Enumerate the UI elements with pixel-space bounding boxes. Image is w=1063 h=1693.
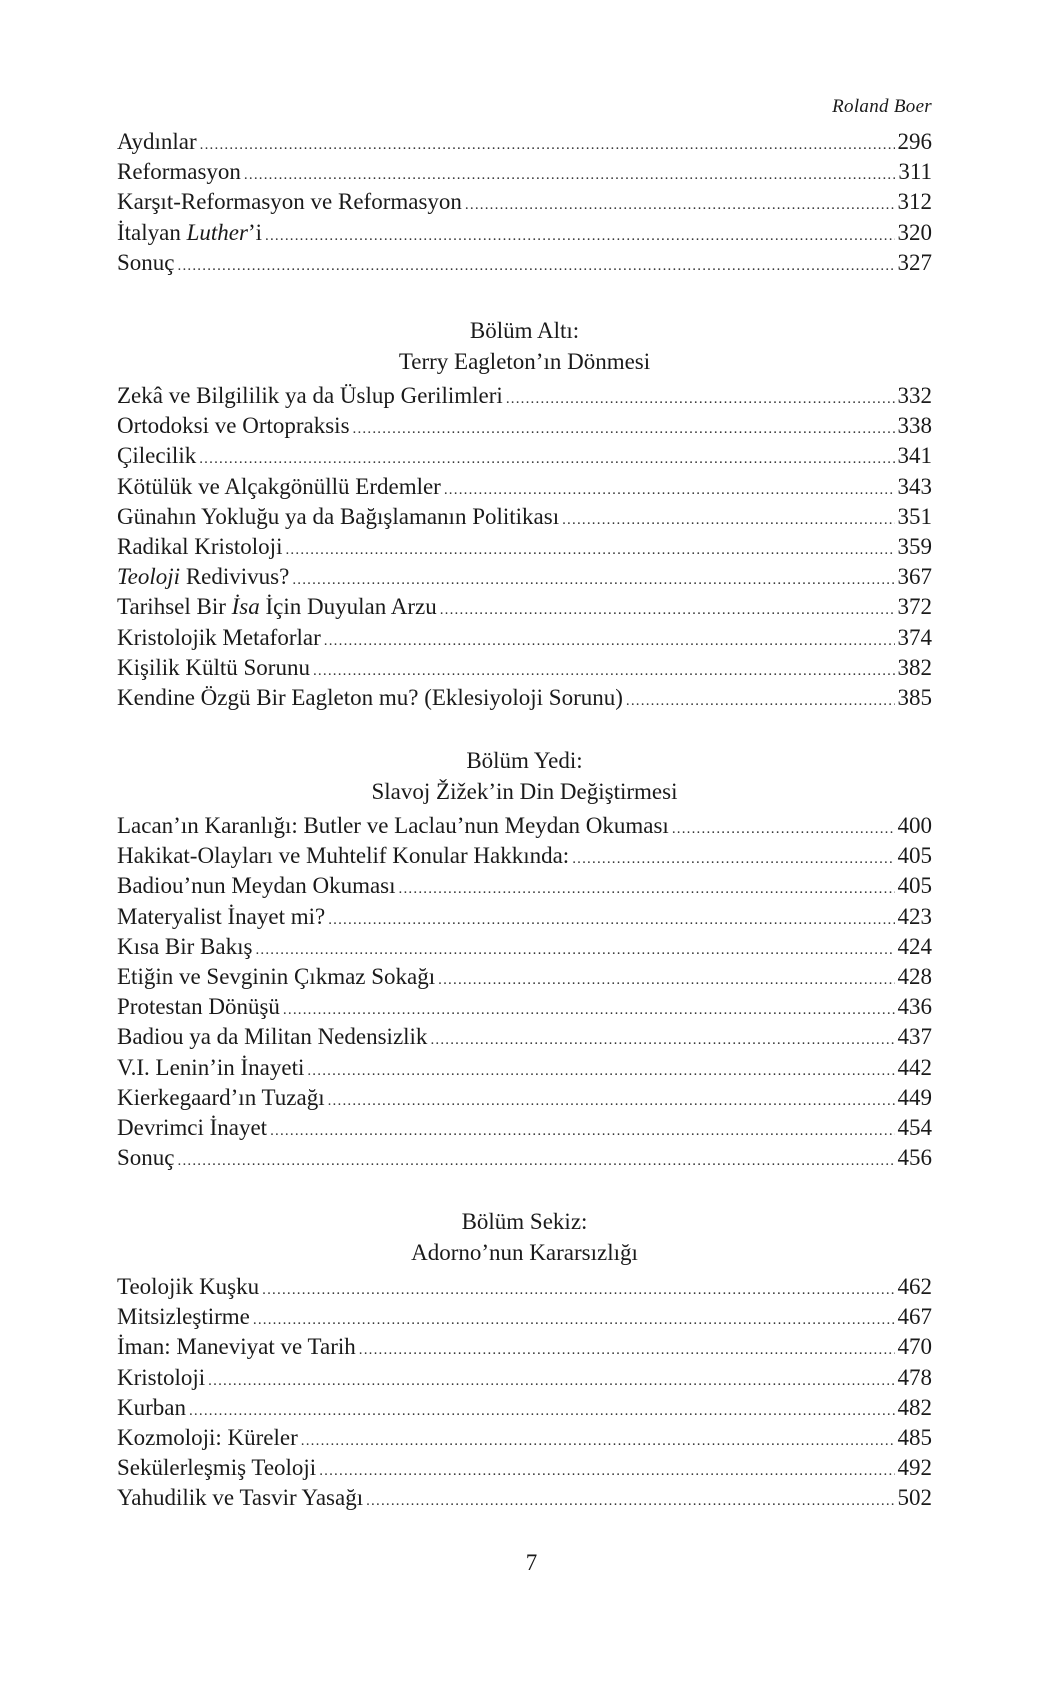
dot-leader [506,384,895,414]
toc-entry-title: Teolojik Kuşku [117,1274,260,1299]
toc-entry-page: 485 [897,1424,932,1450]
toc-entry-page: 332 [897,383,932,408]
toc-entry-title: Tarihsel Bir İsa İçin Duyulan Arzu [117,594,437,620]
chapter-title: Terry Eagleton’ın Dönmesi [398,349,651,374]
toc-entry-title: Mitsizleştirme [117,1304,250,1330]
toc-entry-page: 456 [897,1145,932,1171]
toc-entry-title: İman: Maneviyat ve Tarih [117,1334,356,1360]
dot-leader [359,1335,895,1365]
dot-leader [672,814,895,844]
toc-entry-page: 385 [897,684,932,710]
toc-entry-title: Kierkegaard’ın Tuzağı [117,1084,325,1110]
toc-entry-page: 437 [897,1024,932,1050]
dot-leader [324,626,895,656]
dot-leader [265,221,894,251]
toc-entry-title: Kristolojik Metaforlar [117,624,321,650]
toc-entry-title: Günahın Yokluğu ya da Bağışlamanın Politikası [117,503,560,529]
dot-leader [319,1456,894,1486]
toc-entry-title: Kişilik Kültü Sorunu [117,654,310,680]
dot-leader [440,595,895,625]
toc-entry-title: Kristoloji [117,1364,206,1390]
toc-entry [117,1053,932,1083]
toc-entry-title: İtalyan Luther’i [117,219,263,245]
dot-leader [283,995,895,1025]
dot-leader [444,475,895,505]
toc-entry-title: Kötülük ve Alçakgönüllü Erdemler [117,473,441,499]
dot-leader [178,251,895,281]
toc-entry-title: Sonuç [117,249,175,275]
toc-entry-page: 374 [897,624,932,650]
toc-entry-page: 449 [897,1084,932,1110]
toc-entry-title: Karşıt-Reformasyon ve Reformasyon [117,189,462,215]
dot-leader [301,1426,895,1456]
toc-entry-page: 327 [897,249,932,275]
dot-leader [199,444,894,474]
toc-entry-title: Teoloji Redivivus? [117,564,290,590]
toc-entry-title: Ortodoksi ve Ortopraksis [117,413,350,439]
toc-entry [117,1453,932,1483]
toc-entry-page: 467 [897,1304,932,1330]
dot-leader [262,1275,894,1305]
toc-entry [117,932,932,962]
toc-entry-title: Kısa Bir Bakış [117,933,253,959]
toc-entry [117,157,932,187]
toc-entry-title: V.I. Lenin’in İnayeti [117,1054,305,1080]
toc-entry-page: 502 [897,1485,932,1511]
dot-leader [270,1116,894,1146]
toc-entry-title: Aydınlar [117,129,197,154]
dot-leader [285,535,894,565]
toc-entry-page: 367 [897,564,932,590]
toc-entry-page: 338 [897,413,932,439]
dot-leader [562,505,894,535]
toc-entry [117,381,932,411]
toc-entry [117,1393,932,1423]
toc-entry [117,1083,932,1113]
dot-leader [313,656,895,686]
toc-entry-page: 482 [897,1394,932,1420]
toc-entry [117,653,932,683]
toc-entry-page: 341 [897,443,932,469]
toc-section-chapter-eight [117,1206,932,1514]
toc-entry [117,1022,932,1052]
page-number: 7 [525,1550,538,1575]
toc-entry-title: Kurban [117,1394,186,1420]
dot-leader [200,130,895,160]
toc-entry [117,248,932,278]
toc-entry-page: 343 [897,473,932,499]
toc-entry-page: 312 [897,189,932,215]
toc-entry [117,1363,932,1393]
toc-entry [117,532,932,562]
toc-entry-title: Etiğin ve Sevginin Çıkmaz Sokağı [117,963,436,989]
chapter-title: Slavoj Žižek’in Din Değiştirmesi [371,779,678,804]
toc-entry-title: Protestan Dönüşü [117,994,280,1020]
dot-leader [572,844,894,874]
toc-entry [117,811,932,841]
dot-leader [178,1146,895,1176]
dot-leader [292,565,894,595]
toc-entry [117,1302,932,1332]
toc-entry-page: 454 [897,1114,932,1140]
toc-entry [117,992,932,1022]
toc-entry-page: 424 [897,933,932,959]
toc-section-continued [117,127,932,278]
toc-entry-title: Zekâ ve Bilgililik ya da Üslup Gerilimleri [117,383,503,408]
toc-entry-title: Materyalist İnayet mi? [117,903,326,929]
dot-leader [366,1486,894,1516]
dot-leader [189,1396,895,1426]
toc-entry-page: 359 [897,533,932,559]
toc-entry [117,683,932,713]
toc-entry [117,623,932,653]
running-header-author: Roland Boer [832,96,932,117]
toc-entry-page: 442 [897,1054,932,1080]
toc-entry [117,962,932,992]
chapter-label: Bölüm Yedi: [466,748,583,773]
toc-entry [117,1483,932,1513]
toc-entry-page: 470 [897,1334,932,1360]
toc-entry-page: 405 [897,843,932,869]
dot-leader [399,874,895,904]
toc-entry-page: 382 [897,654,932,680]
toc-entry-title: Yahudilik ve Tasvir Yasağı [117,1485,364,1511]
toc-entry-page: 400 [897,813,932,838]
toc-entry-title: Badiou ya da Militan Nedensizlik [117,1024,428,1050]
dot-leader [430,1025,894,1055]
toc-entry-title: Kozmoloji: Küreler [117,1424,298,1450]
toc-entry [117,441,932,471]
toc-entry-page: 351 [897,503,932,529]
toc-entry [117,187,932,217]
toc-entry [117,871,932,901]
chapter-label: Bölüm Sekiz: [461,1209,588,1234]
toc-entry-page: 405 [897,873,932,899]
toc-entry-title: Hakikat-Olayları ve Muhtelif Konular Hakkında: [117,843,570,869]
toc-entry-page: 478 [897,1364,932,1390]
toc-section-chapter-six [117,315,932,713]
toc-entry-page: 296 [897,129,932,154]
toc-entry [117,592,932,622]
toc-entry-page: 428 [897,963,932,989]
dot-leader [353,414,895,444]
dot-leader [208,1366,894,1396]
toc-entry [117,218,932,248]
dot-leader [626,686,895,716]
toc-entry [117,1113,932,1143]
toc-entry-title: Sekülerleşmiş Teoloji [117,1455,317,1481]
toc-entry [117,1272,932,1302]
toc-entry [117,902,932,932]
toc-entry [117,1423,932,1453]
toc-entry [117,841,932,871]
toc-entry [117,562,932,592]
toc-entry [117,127,932,157]
toc-section-chapter-seven [117,745,932,1173]
dot-leader [253,1305,895,1335]
dot-leader [465,190,895,220]
toc-entry-title: Reformasyon [117,159,241,185]
toc-entry-page: 372 [897,594,932,620]
dot-leader [244,160,895,190]
toc-entry-page: 320 [897,219,932,245]
dot-leader [307,1056,894,1086]
toc-entry-title: Radikal Kristoloji [117,533,283,559]
toc-entry-page: 436 [897,994,932,1020]
toc-entry-title: Lacan’ın Karanlığı: Butler ve Laclau’nun Meydan Okuması [117,813,669,838]
toc-entry [117,472,932,502]
toc-entry [117,502,932,532]
toc-entry-title: Devrimci İnayet [117,1114,268,1140]
toc-entry-page: 462 [897,1274,932,1299]
toc-entry-page: 311 [898,159,932,185]
dot-leader [255,935,894,965]
toc-entry-title: Sonuç [117,1145,175,1171]
toc-entry-title: Çilecilik [117,443,197,469]
toc-entry [117,1332,932,1362]
dot-leader [438,965,894,995]
chapter-label: Bölüm Altı: [469,318,580,343]
dot-leader [328,1086,895,1116]
toc-entry-title: Kendine Özgü Bir Eagleton mu? (Eklesiyoloji Sorunu) [117,684,623,710]
toc-entry-page: 423 [897,903,932,929]
toc-entry-page: 492 [897,1455,932,1481]
toc-entry-title: Badiou’nun Meydan Okuması [117,873,396,899]
toc-entry [117,411,932,441]
dot-leader [328,905,894,935]
toc-entry [117,1143,932,1173]
chapter-title: Adorno’nun Kararsızlığı [411,1240,638,1265]
